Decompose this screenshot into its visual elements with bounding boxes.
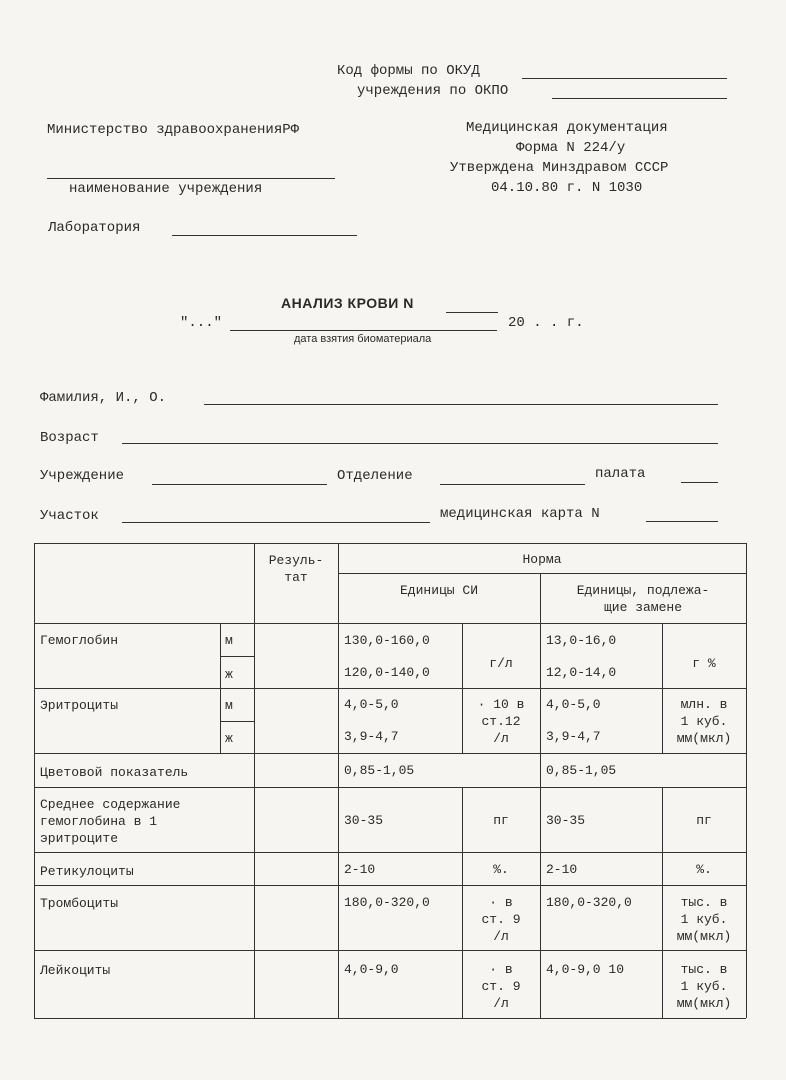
plt-old-unit: тыс. в 1 куб. мм(мкл): [676, 895, 732, 944]
district-field[interactable]: [122, 522, 430, 523]
wbc-si-unit: · в ст. 9 /л: [481, 962, 521, 1011]
plt-si-unit: · в ст. 9 /л: [481, 895, 521, 944]
rbc-old-m: 4,0-5,0: [546, 697, 601, 712]
institution-name-label: наименование учреждения: [69, 181, 263, 197]
ward-field[interactable]: [681, 482, 718, 483]
okpo-field[interactable]: [552, 98, 727, 99]
mch-si: 30-35: [344, 813, 384, 828]
ci-name: Цветовой показатель: [40, 765, 189, 780]
ret-si-unit: %.: [493, 862, 509, 877]
ret-result-cell[interactable]: [258, 857, 336, 881]
mch-old: 30-35: [546, 813, 586, 828]
date-field[interactable]: [230, 330, 497, 331]
institution-field[interactable]: [152, 484, 327, 485]
wbc-old-unit: тыс. в 1 куб. мм(мкл): [676, 962, 732, 1011]
okpo-label: учреждения по ОКПО: [357, 83, 509, 99]
okud-label: Код формы по ОКУД: [337, 63, 480, 79]
department-label: Отделение: [337, 468, 413, 484]
hgb-old-unit: г %: [692, 656, 716, 671]
hgb-name: Гемоглобин: [40, 633, 119, 648]
lab-field[interactable]: [172, 235, 357, 236]
rbc-old-f: 3,9-4,7: [546, 729, 601, 744]
approved-date: 04.10.80 г. N 1030: [491, 180, 643, 196]
surname-label: Фамилия, И., О.: [40, 390, 167, 406]
old-units-header: Единицы, подлежа- щие замене: [576, 583, 710, 615]
rbc-si-unit: · 10 в ст.12 /л: [477, 697, 525, 746]
wbc-old: 4,0-9,0 10: [546, 962, 625, 977]
ci-result-cell[interactable]: [258, 758, 336, 784]
ret-name: Ретикулоциты: [40, 864, 134, 879]
date-year: 20 . . г.: [508, 315, 584, 331]
hgb-si-unit: г/л: [489, 656, 513, 671]
page-title: АНАЛИЗ КРОВИ N: [281, 295, 414, 311]
age-field[interactable]: [122, 443, 718, 444]
institution-label: Учреждение: [40, 468, 125, 484]
institution-name-field[interactable]: [47, 178, 335, 179]
form-number: Форма N 224/у: [516, 140, 626, 156]
date-caption: дата взятия биоматериала: [294, 333, 432, 345]
ci-old: 0,85-1,05: [546, 763, 617, 778]
rbc-si-f: 3,9-4,7: [344, 729, 399, 744]
wbc-name: Лейкоциты: [40, 963, 111, 978]
med-card-label: медицинская карта N: [440, 506, 600, 522]
surname-field[interactable]: [204, 404, 718, 405]
hgb-old-f: 12,0-14,0: [546, 665, 617, 680]
hgb-result-cell[interactable]: [258, 632, 336, 682]
analysis-number-field[interactable]: [446, 312, 498, 313]
wbc-result-cell[interactable]: [258, 956, 336, 1014]
rbc-result-cell[interactable]: [258, 697, 336, 747]
mch-old-unit: пг: [696, 813, 712, 828]
result-header: Резуль- тат: [268, 553, 324, 585]
department-field[interactable]: [440, 484, 585, 485]
rbc-name: Эритроциты: [40, 698, 119, 713]
okud-field[interactable]: [522, 78, 727, 79]
mch-si-unit: пг: [493, 813, 509, 828]
ci-si: 0,85-1,05: [344, 763, 415, 778]
district-label: Участок: [40, 508, 99, 524]
med-doc-text: Медицинская документация: [466, 120, 668, 136]
hgb-old-m: 13,0-16,0: [546, 633, 617, 648]
lab-label: Лаборатория: [48, 220, 141, 236]
mch-name: Среднее содержание гемоглобина в 1 эритроците: [40, 797, 181, 846]
ministry-text: Министерство здравоохраненияРФ: [47, 122, 300, 138]
plt-si: 180,0-320,0: [344, 895, 430, 910]
si-units-header: Единицы СИ: [399, 583, 478, 598]
mch-result-cell[interactable]: [258, 792, 336, 848]
rbc-f: ж: [225, 731, 233, 746]
ward-label: палата: [595, 466, 646, 482]
age-label: Возраст: [40, 430, 99, 446]
norm-header: Норма: [522, 552, 562, 567]
rbc-old-unit: млн. в 1 куб. мм(мкл): [676, 697, 732, 746]
med-card-field[interactable]: [646, 521, 718, 522]
rbc-m: м: [225, 698, 233, 713]
hgb-si-f: 120,0-140,0: [344, 665, 430, 680]
plt-result-cell[interactable]: [258, 890, 336, 946]
ret-si: 2-10: [344, 862, 376, 877]
wbc-si: 4,0-9,0: [344, 962, 399, 977]
ret-old-unit: %.: [696, 862, 712, 877]
plt-name: Тромбоциты: [40, 896, 119, 911]
hgb-m: м: [225, 633, 233, 648]
approved-text: Утверждена Минздравом СССР: [450, 160, 669, 176]
date-quote: "...": [180, 315, 223, 331]
ret-old: 2-10: [546, 862, 578, 877]
rbc-si-m: 4,0-5,0: [344, 697, 399, 712]
plt-old: 180,0-320,0: [546, 895, 632, 910]
hgb-si-m: 130,0-160,0: [344, 633, 430, 648]
hgb-f: ж: [225, 667, 233, 682]
